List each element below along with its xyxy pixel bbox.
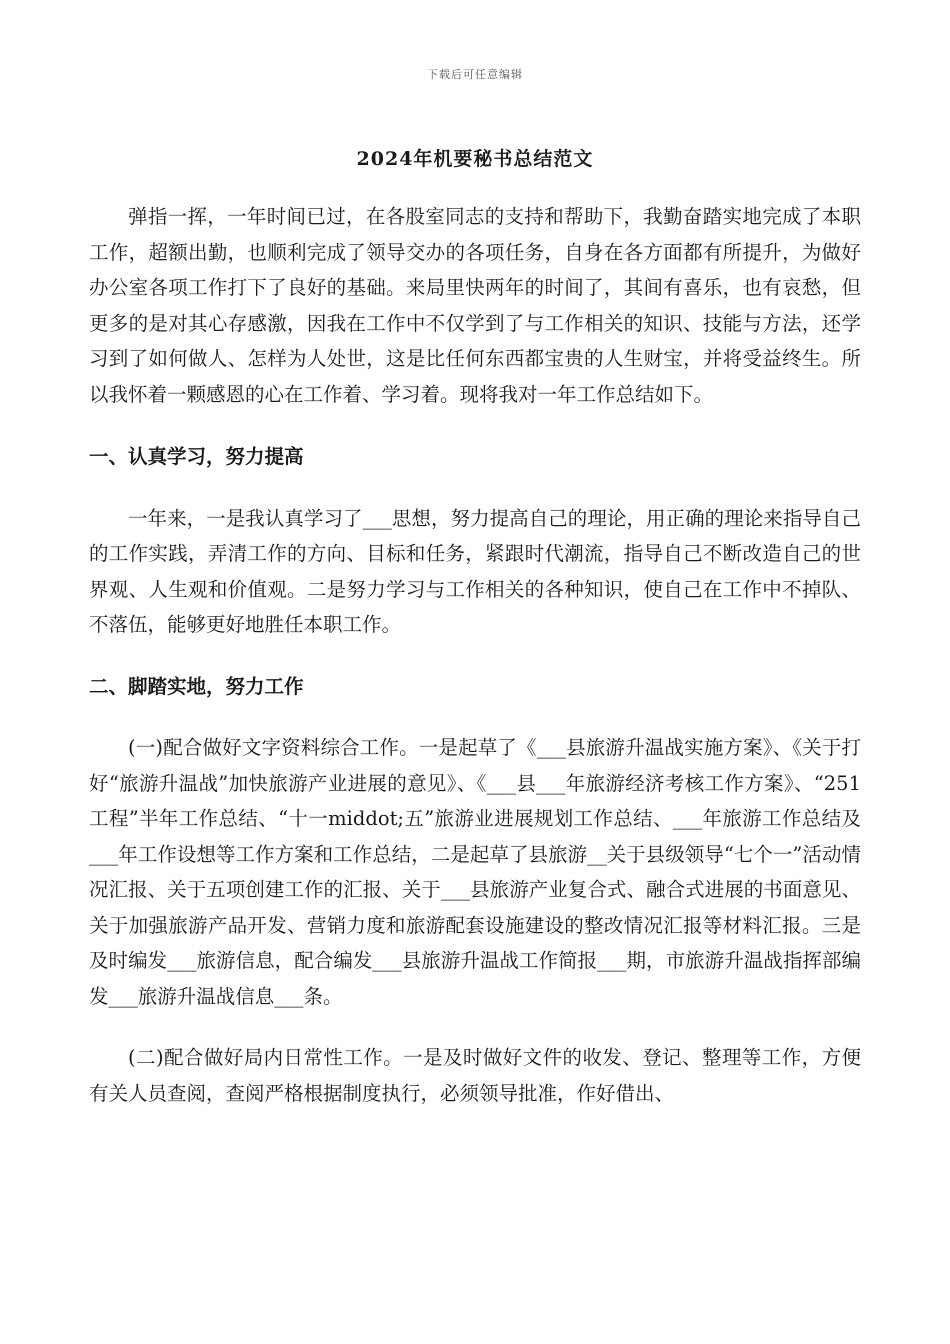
section-2-item-1-paragraph: (一)配合做好文字资料综合工作。一是起草了《___县旅游升温战实施方案》、《关于打好“旅游升温战”加快旅游产业进展的意见》、《___县___年旅游经济考核工作方案》、“251工程”半年工作总结、“十一middot;五”旅游业进展规划工作总结、___年旅游工作总结及___年工作设想等工作方案和工作总结，二是起草了县旅游__关于县级领导“七个一”活动情况汇报、关于五项创建工作的汇报、关于___县旅游产业复合式、融合式进展的书面意见、关于加强旅游产品开发、营销力度和旅游配套设施建设的整改情况汇报等材料汇报。三是及时编发___旅游信息，配合编发___县旅游升温战工作简报___期，市旅游升温战指挥部编发___旅游升温战信息___条。 [89,736,861,1008]
section-2-heading: 二、脚踏实地，努力工作 [89,674,304,698]
document-title: 2024年机要秘书总结范文 [356,148,594,170]
section-1-paragraph: 一年来，一是我认真学习了___思想，努力提高自己的理论，用正确的理论来指导自己的工作实践，弄清工作的方向、目标和任务，紧跟时代潮流，指导自己不断改造自己的世界观、人生观和价值观。二是努力学习与工作相关的各种知识，使自己在工作中不掉队、不落伍，能够更好地胜任本职工作。 [89,506,861,636]
document-body [89,199,861,1111]
section-2-item-2-paragraph: (二)配合做好局内日常性工作。一是及时做好文件的收发、登记、整理等工作，方便有关人员查阅，查阅严格根据制度执行，必须领导批准，作好借出、 [89,1046,861,1105]
section-1-heading: 一、认真学习，努力提高 [89,445,304,468]
page-header-note: 下载后可任意编辑 [427,68,523,81]
intro-paragraph: 弹指一挥，一年时间已过，在各股室同志的支持和帮助下，我勤奋踏实地完成了本职工作，超额出勤，也顺利完成了领导交办的各项任务，自身在各方面都有所提升，为做好办公室各项工作打下了良好的基础。来局里快两年的时间了，其间有喜乐，也有哀愁，但更多的是对其心存感激，因我在工作中不仅学到了与工作相关的知识、技能与方法，还学习到了如何做人、怎样为人处世，这是比任何东西都宝贵的人生财宝，并将受益终生。所以我怀着一颗感恩的心在工作着、学习着。现将我对一年工作总结如下。 [89,205,861,406]
